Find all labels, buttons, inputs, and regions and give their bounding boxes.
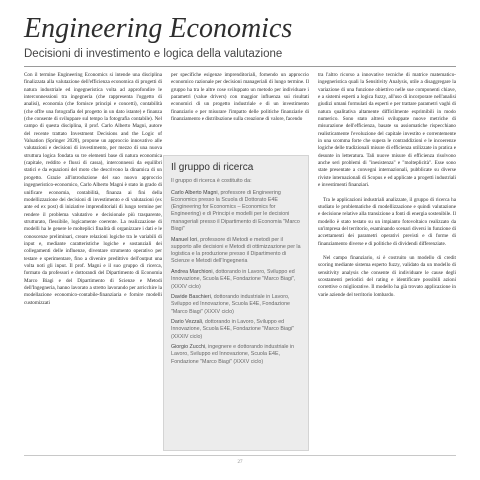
research-group-box [163,155,309,451]
text-column-3 [318,72,456,299]
member-item [171,294,301,316]
member-item [171,190,301,234]
member-name: Andrea Marchioni [171,268,213,275]
page-title: Engineering Economics [24,13,293,44]
paragraph: tra l'altro ricorso a innovative tecniche di matrice matematico-ingegneristica quali la Sensitivity Analysis, utile a disaggregare la variazione di una funzione obiettivo nelle sue componenti chiave, e a sistemi esperti a logica fuzzy, all'uso di incorporare nell'analisi giudizi umani formulati da esperti e per trattare parametri vaghi di natura qualitativa altamente difficilmente esprimibili in modo numerico. Sono stato altresì sviluppate nuove metriche di misurazione dell'efficienza, basate su assiomatiche rispecchiano realisticamente l'evoluzione del capitale investito e correntemente in una scomma forte che supera le contraddizioni e le incoerenze logiche delle tradizionali misure di efficienza utilizzate in pratica e desunte in letteratura. Tali nuove misure di efficienza risolvono anche seri problemi di "inesistenza" e "molteplicità". Esse sono state presentate a convegni internazionali, pubblicate su diverse riviste internazionali di Scopus e ed applicate a progetti industriali e investimenti finanziari. [318,72,456,189]
member-name: Davide Baschieri [171,294,211,301]
paragraph: Con il termine Engineering Economics si intende una disciplina finalizzata alla valutazione dell'efficienza economica di progetti di natura industriale ed ingegneristica volta ad approfondire le interconnessioni tra ingegneria (che rappresenta l'oggetto di analisi), economia (che fornisce principi e concetti), contabilità (che offre una fotografia del progetto in un dato istante) e finanza (che consente di sviluppare sul tempo la fotografia contabile). Nel campo di questa disciplina, il prof. Carlo Alberto Magni, autore del recente trattato Investment Decisions and the Logic of Valuation (Springer 2020), propone un approccio innovativo alle valutazioni e decisioni di investimento, per mezzo di una nuova struttura logica fondata su tre elementi base di natura economica (capitale, reddito e flussi di cassa), interconnessi da equilibri statici e da equazioni del moto che descrivono la dinamica di un progetto. Grazie all'introduzione del suo nuovo approccio ingegneristico-economico, Carlo Alberto Magni è stato in grado di unificare economia, contabilità, finanza ai fini della modellizzazione dei decisioni di investimento e di valutazioni (ex ante ed ex post) di iniziative imprenditoriali di lungo termine per rendere il problema valutativo e decisionale più trasparente, strutturato, flessibile, logicamente coerente. La realizzazione di modelli ha le genere le molteplici finalità di organizzare i dati e le conoscenze preliminari, creare relazioni logiche tra le variabili di input e, mediante caratteristiche logiche e sostanziali dei collegamenti delle influenze, diventare strumento operativo per testare e sperimentare, fino a divenire predittivo dell'output una volta noti gli input. Il prof. Magni e il suo gruppo di ricerca, formato da professori e dottorandi del Dipartimento di Economia Marco Biagi e del Dipartimento di Scienze e Metodi dell'Ingegneria, hanno lavorato a stretto lavorando per arricchire la modellazione economico-contabile-finanziaria e fornire modelli customizzati [24,72,162,306]
page-subtitle: Decisioni di investimento e logica della valutazione [24,48,283,60]
member-item [171,269,301,291]
member-item [171,319,301,341]
member-desc: , ingegnere e dottorando industriale in Lavoro, Sviluppo ed Innovazione, Scuola E4E, Fondazione "Marco Biagi" (XXXV ciclo) [171,344,295,365]
header-rule [24,66,456,67]
member-name: Manuel Iori [171,236,198,243]
member-desc: , dottorando in Lavoro, Sviluppo ed Innovazione, Scuola E4E, Fondazione "Marco Biagi" (XXXIV ciclo) [171,319,295,340]
text-column-1 [24,72,162,307]
research-group-intro: Il gruppo di ricerca è costituito da: [171,178,252,184]
text-column-2 [171,72,309,123]
member-item [171,237,301,266]
member-name: Giorgio Zucchi [171,344,206,351]
member-name: Carlo Alberto Magni [171,189,218,196]
member-desc: , professore di Engineering Economics presso la Scuola di Dottorato E4E (Engineering for Economics – Economics for Engineering) e di Principi e modelli per le decisioni manageriali presso il Dipartimento di Economia "Marco Biagi" [171,189,300,233]
member-desc: , dottorando in Lavoro, Sviluppo ed Innovazione, Scuola E4E, Fondazione "Marco Biagi", (XXXV ciclo) [171,268,296,290]
page-number: 27 [237,460,243,465]
member-item [171,344,301,366]
footer-rule [24,455,456,456]
member-desc: , dottorando industriale in Lavoro, Sviluppo ed Innovazione, Scuola E4E, Fondazione "Marco Biagi" (XXXV ciclo) [171,294,290,315]
research-group-heading: Il gruppo di ricerca [171,162,254,173]
member-desc: , professore di Metodi e metodi per il supporto alle decisioni e Metodi di ottimizzazione per la logistica e la produzione presso il Dipartimento di Scienze e Metodi dell'Ingegneria [171,236,301,265]
paragraph: per specifiche esigenze imprenditoriali, fornendo un approccio economico razionale per decisioni manageriali di lungo termine. Il gruppo ha tra le altre cose sviluppato un metodo per individuare i parametri (value drivers) con maggior influenza sui risultati economici di un progetto industriale e di un investimento finanziario e per misurare l'impatto delle politiche finanziarie di finanziamento e distribuzione sulla creazione di valore, facendo [171,72,309,123]
paragraph: Tra le applicazioni industriali analizzate, il gruppo di ricerca ha studiato le problematiche di modellizzazione e quindi valutazione e decisione relative alla transizione a fonti di energia sostenibile. Il modello è stato testato su un impianto fotovoltaico realizzato da un'impresa del territorio, esaminando scenari diversi in funzione di accettamenti dei parametri operativi previsti e di forme di finanziamento diverse e di politiche di dividendi differenziate. [318,196,456,247]
paragraph: Nel campo finanziario, si è costruito un modello di credit scoring mediante sistema esperto fuzzy, validato da un modello di sensitivity analysis che consente di individuare le cause degli scostamenti periodici del rating e identificare possibili azioni correttive o migliorative. Il modello ha già trovato applicazione in varie aziende del territorio lombardo. [318,254,456,298]
member-name: Dario Vezzali [171,319,202,326]
